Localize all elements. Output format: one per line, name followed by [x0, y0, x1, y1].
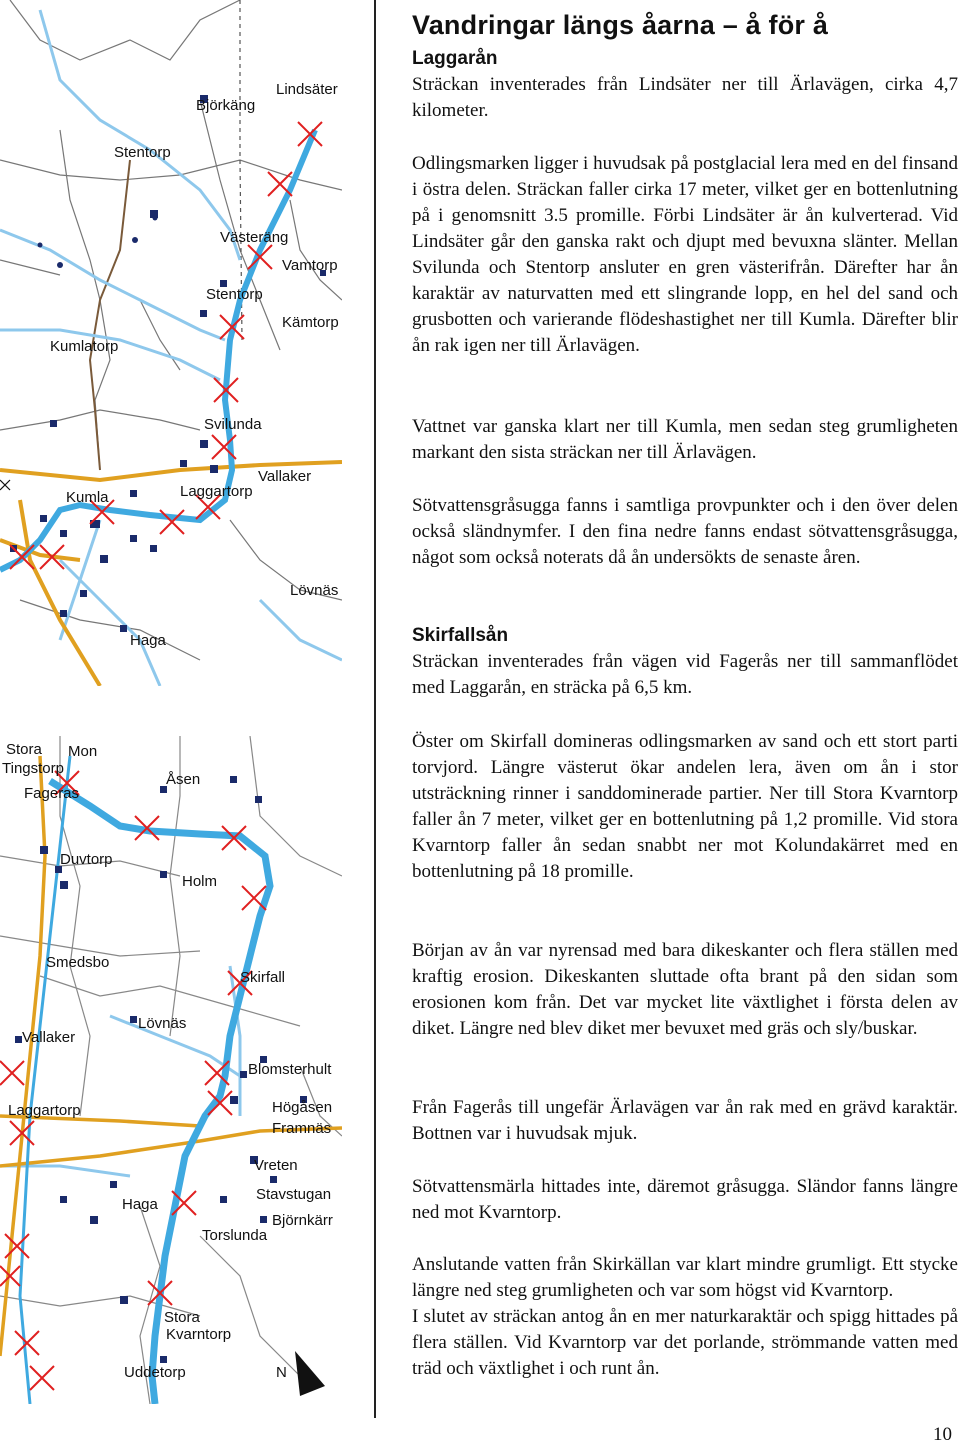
- skirfallsan-p2: Öster om Skirfall domineras odlingsmarken av sand och ett stort parti torvjord. Längre västerut ökar andelen lera, även om ån i stor utsträckning rinner i sanddominerade partier. Ner till Stora Kvarntorp faller ån 7 meter, vilket ger en bottenlutning på 1,2 promille. Vid stora Kvarntorp faller ån sedan snabbt ner mot Kolundakärret med en bottenlutning på 18 promille.: [412, 731, 958, 882]
- skirfallsan-p4-block: [412, 1095, 958, 1147]
- laggaran-p1: Sträckan inventerades från Lindsäter ner till Ärlavägen, cirka 4,7 kilometer.: [412, 74, 958, 121]
- map1-label-13: Haga: [130, 632, 166, 649]
- map1-label-10: Kumla: [66, 489, 109, 506]
- page-title-block: [412, 8, 958, 42]
- skirfallsan-p3-block: [412, 938, 958, 1042]
- map-skirfallsan: [0, 736, 342, 1404]
- map1-label-8: Svilunda: [204, 416, 262, 433]
- laggaran-p4: Sötvattensgråsugga fanns i samtliga provpunkter och i den över delen också sländnymfer. I den fina nedre fanns endast sötvattensgråsugga, något som också noterats då ån undersökts de senaste åren.: [412, 495, 958, 568]
- map2-label-23: N: [276, 1364, 287, 1381]
- map2-label-8: Skirfall: [240, 969, 286, 986]
- map1-label-4: Vamtorp: [282, 257, 338, 274]
- skirfallsan-p6-block: [412, 1252, 958, 1382]
- map2-label-1: Mon: [68, 743, 98, 760]
- map1-label-3: Västeräng: [220, 229, 289, 246]
- map1-label-12: Lövnäs: [290, 582, 339, 599]
- map1-label-11: Laggartorp: [180, 483, 253, 500]
- skirfallsan-p5: Sötvattensmärla hittades inte, däremot gråsugga. Sländor fanns längre ned mot Kvarntorp.: [412, 1176, 958, 1223]
- map1-label-2: Stentorp: [114, 144, 171, 161]
- map2-label-3: Fageras: [24, 785, 80, 802]
- page-title: Vandringar längs åarna – å för å: [412, 10, 829, 40]
- map2-label-0: Stora: [6, 741, 42, 758]
- map2-label-20: Stora: [164, 1309, 200, 1326]
- laggaran-p2-block: [412, 151, 958, 359]
- map2-label-12: Laggartorp: [8, 1102, 81, 1119]
- laggaran-p2: Odlingsmarken ligger i huvudsak på postglacial lera med en del finsand i östra delen. Sträckan faller cirka 17 meter, vilket ger en bottenlutning på i genomsnitt 3.5 promille. Förbi Lindsäter är ån kulverterad. Vid Lindsäter går den ganska rakt och djupt med bevuxna slänter. Mellan Svilunda och Stentorp ansluter en gren västerifrån. Därefter har ån karaktär av naturvatten med ett slingrande lopp, en hel del sand och grusbotten och varierande flödeshastighet ner till Kumla. Därefter blir ån rak igen ner till Ärlavägen.: [412, 153, 958, 356]
- map1-label-5: Stentorp: [206, 286, 263, 303]
- map2-label-17: Haga: [122, 1196, 158, 1213]
- skirfallsan-p3: Början av ån var nyrensad med bara dikeskanter och flera ställen med kraftig erosion. Dikeskanten sluttade ofta brant på den sidan som erosionen kom från. Det var mycket lite växtlighet i första delen av diket. Längre ned blev diket mer bevuxet med gräs och sly/buskar.: [412, 940, 958, 1039]
- skirfallsan-p5-block: [412, 1174, 958, 1226]
- map1-label-9: Vallaker: [258, 468, 312, 485]
- skirfallsan-p6: Anslutande vatten från Skirkällan var klart mindre grumligt. Ett stycke längre ned steg grumligheten och var som högst vid Kvarntorp.: [412, 1254, 958, 1301]
- map2-label-6: Holm: [182, 873, 218, 890]
- map1-label-1: Björkäng: [196, 97, 256, 114]
- laggaran-section: [412, 46, 958, 124]
- map2-label-2: Tingstorp: [2, 760, 64, 777]
- north-arrow-icon: [295, 1351, 325, 1396]
- map2-label-4: Åsen: [166, 771, 201, 788]
- map1-label-6: Kämtorp: [282, 314, 339, 331]
- map2-label-18: Björnkärr: [272, 1212, 333, 1229]
- map-skirfallsan-svg: [0, 736, 342, 1404]
- map2-label-11: Blomsterhult: [248, 1061, 332, 1078]
- map-laggaran: [0, 0, 342, 686]
- map2-label-21: Kvarntorp: [166, 1326, 232, 1343]
- map2-label-15: Vreten: [254, 1157, 298, 1174]
- map2-label-13: Högåsen: [272, 1099, 333, 1116]
- map2-label-5: Duvtorp: [60, 851, 113, 868]
- map2-label-16: Stavstugan: [256, 1186, 332, 1203]
- map2-label-19: Torslunda: [202, 1227, 268, 1244]
- laggaran-p3-block: [412, 414, 958, 466]
- map2-label-7: Smedsbo: [46, 954, 110, 971]
- map1-label-0: Lindsäter: [276, 81, 338, 98]
- map2-label-14: Framnäs: [272, 1120, 332, 1137]
- skirfallsan-heading: Skirfallsån: [412, 625, 509, 646]
- column-divider: [374, 0, 376, 1418]
- laggaran-heading: Laggarån: [412, 48, 498, 69]
- map2-label-22: Uddetorp: [124, 1364, 186, 1381]
- skirfallsan-p4: Från Fagerås till ungefär Ärlavägen var ån rak med en grävd karaktär. Bottnen var i huvudsak mjuk.: [412, 1097, 958, 1144]
- skirfallsan-section: [412, 623, 958, 701]
- map1-label-7: Kumlatorp: [50, 338, 119, 355]
- laggaran-river: [0, 130, 315, 570]
- laggaran-p3: Vattnet var ganska klart ner till Kumla, men sedan steg grumligheten markant den sista sträckan ner till Ärlavägen.: [412, 416, 958, 463]
- map-laggaran-svg: [0, 0, 342, 686]
- skirfallsan-p2-block: [412, 729, 958, 885]
- skirfallsan-p7: I slutet av sträckan antog ån en mer naturkaraktär och spigg hittades på flera ställen. Vid Kvarntorp var det porlande, strömmande vatten med träd och växtlighet i och runt ån.: [412, 1306, 958, 1379]
- laggaran-p4-block: [412, 493, 958, 571]
- skirfallsan-p1: Sträckan inventerades från vägen vid Fagerås ner till sammanflödet med Laggarån, en sträcka på 6,5 km.: [412, 651, 958, 698]
- map2-label-9: Lövnäs: [138, 1015, 187, 1032]
- map2-label-10: Vallaker: [22, 1029, 76, 1046]
- page-number: 10: [933, 1424, 952, 1445]
